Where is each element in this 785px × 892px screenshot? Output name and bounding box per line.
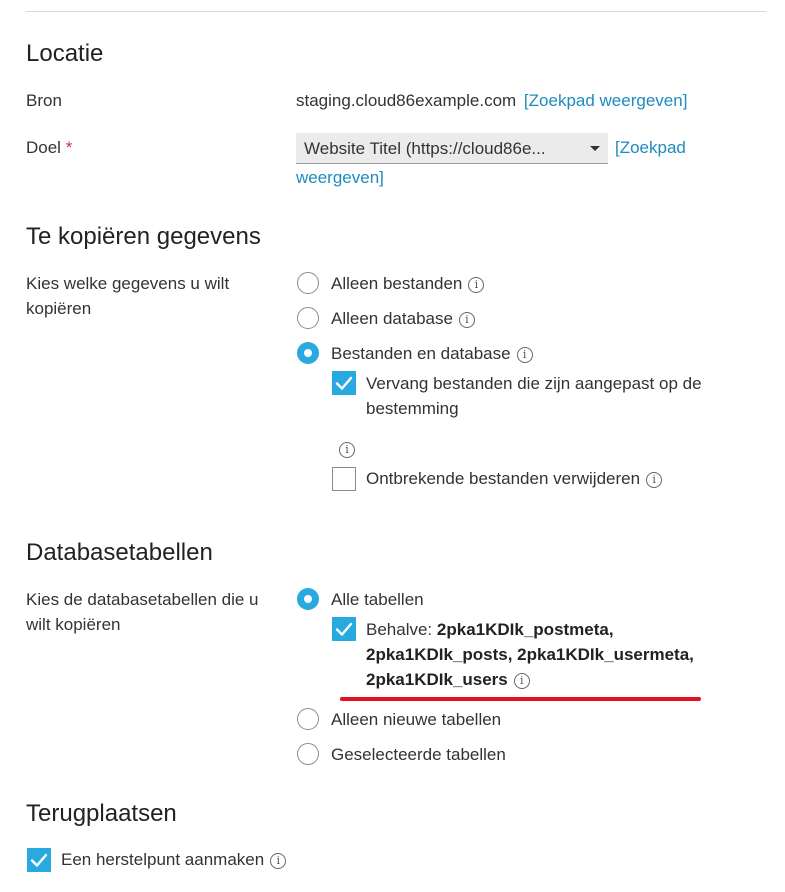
checkbox-replace-files[interactable] [332,371,356,395]
except-line3 [366,667,530,692]
source-row [296,88,687,113]
restore-point-label: Een herstelpunt aanmaken [61,850,265,869]
section-heading-location: Locatie [26,40,104,67]
section-heading-restore: Terugplaatsen [26,800,177,827]
target-label-row [26,135,72,160]
except-line1 [366,617,614,642]
checkbox-except-tables[interactable] [332,617,356,641]
info-icon[interactable]: i [468,277,484,293]
target-path-link-line1[interactable]: [Zoekpad [615,138,686,157]
checkmark-icon [27,848,51,872]
info-icon[interactable]: i [514,673,530,689]
info-icon[interactable]: i [517,347,533,363]
except-tables-2: 2pka1KDIk_posts, 2pka1KDIk_usermeta, [366,645,694,664]
target-select-value: Website Titel (https://cloud86e... [304,139,546,158]
option-files-and-database-label: Bestanden en database [331,344,511,363]
option-all-tables: Alle tabellen [331,590,424,609]
top-divider [26,11,766,12]
target-label: Doel [26,138,61,157]
target-select[interactable] [296,133,608,164]
target-path-link-line2[interactable]: weergeven] [296,168,384,187]
option-selected-tables: Geselecteerde tabellen [331,745,506,764]
source-value: staging.cloud86example.com [296,91,517,110]
db-tables-label-line2: wilt kopiëren [26,615,121,634]
info-icon[interactable]: i [459,312,475,328]
delete-missing-option [366,466,662,491]
checkmark-icon [332,617,356,641]
except-tables-1: 2pka1KDIk_postmeta, [436,620,614,639]
required-marker: * [65,138,73,157]
radio-all-tables[interactable] [297,588,319,610]
checkbox-restore-point[interactable] [27,848,51,872]
delete-missing-label: Ontbrekende bestanden verwijderen [366,469,641,488]
option-database-only-label: Alleen database [331,309,453,328]
radio-files-and-database[interactable] [297,342,319,364]
except-tables-3: 2pka1KDIk_users [366,670,508,689]
except-line2 [366,642,694,667]
checkbox-delete-missing[interactable] [332,467,356,491]
info-icon[interactable]: i [646,472,662,488]
chevron-down-icon [590,146,600,151]
option-new-tables-only: Alleen nieuwe tabellen [331,710,502,729]
copy-data-label-line2: kopiëren [26,299,92,318]
section-heading-copy-data: Te kopiëren gegevens [26,223,261,250]
radio-database-only[interactable] [297,307,319,329]
db-tables-label-line1: Kies de databasetabellen die u [26,590,259,609]
option-database-only [331,306,475,331]
option-files-only [331,271,484,296]
info-icon[interactable]: i [270,853,286,869]
annotation-underline [340,697,701,701]
restore-point-option [61,847,286,872]
option-files-and-database [331,341,533,366]
source-path-link[interactable]: [Zoekpad weergeven] [523,91,688,110]
source-label: Bron [26,91,62,110]
radio-files-only[interactable] [297,272,319,294]
radio-new-tables-only[interactable] [297,708,319,730]
replace-files-label-line2: bestemming [366,399,459,418]
replace-files-info [333,436,355,461]
except-label: Behalve: [366,620,433,639]
info-icon[interactable]: i [339,442,355,458]
checkmark-icon [332,371,356,395]
copy-data-label-line1: Kies welke gegevens u wilt [26,274,230,293]
radio-selected-tables[interactable] [297,743,319,765]
replace-files-label-line1: Vervang bestanden die zijn aangepast op de [366,374,702,393]
section-heading-db-tables: Databasetabellen [26,539,213,566]
option-files-only-label: Alleen bestanden [331,274,463,293]
